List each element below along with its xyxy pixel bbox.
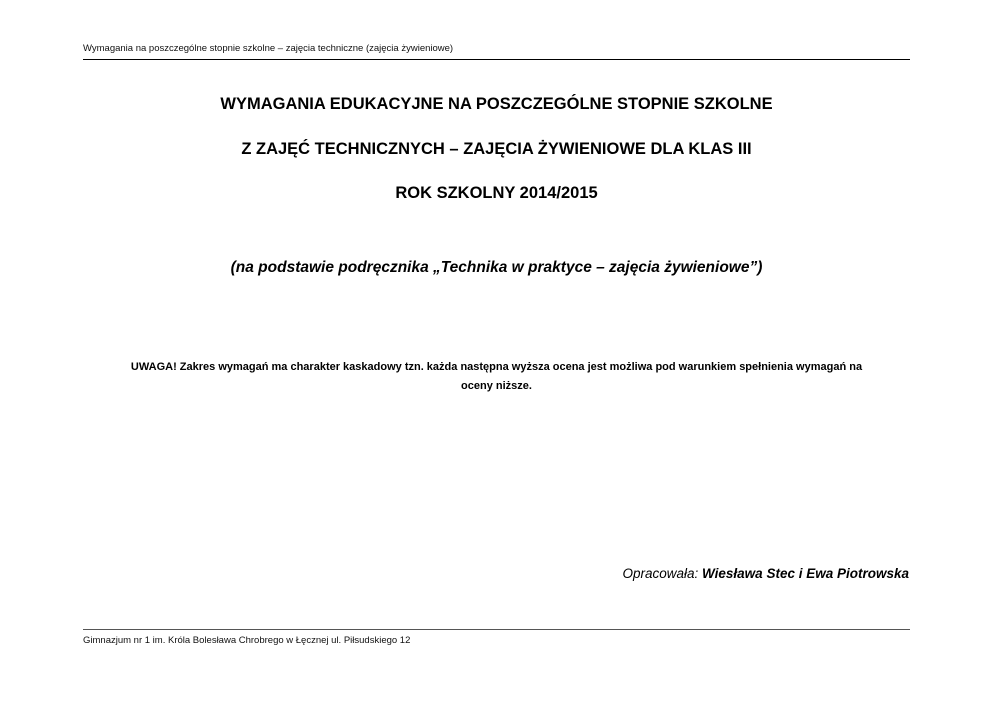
author-credit <box>622 566 909 581</box>
title-line-3: ROK SZKOLNY 2014/2015 <box>395 184 598 202</box>
title-line-1: WYMAGANIA EDUKACYJNE NA POSZCZEGÓLNE STOPNIE SZKOLNE <box>220 95 773 113</box>
running-title: Wymagania na poszczególne stopnie szkolne – zajęcia techniczne (zajęcia żywieniowe) <box>83 43 454 54</box>
subtitle: (na podstawie podręcznika „Technika w praktyce – zajęcia żywieniowe”) <box>230 259 763 276</box>
note-paragraph <box>83 358 910 396</box>
note-line-2: oceny niższe. <box>461 380 532 392</box>
note-line-1: UWAGA! Zakres wymagań ma charakter kaskadowy tzn. każda następna wyższa ocena jest możliwa pod warunkiem spełnienia wymagań na <box>130 361 863 373</box>
page-footer <box>83 629 910 647</box>
author-names: Wiesława Stec i Ewa Piotrowska <box>702 566 909 581</box>
title-line-2: Z ZAJĘĆ TECHNICZNYCH – ZAJĘCIA ŻYWIENIOWE DLA KLAS III <box>241 140 752 158</box>
footer-text: Gimnazjum nr 1 im. Króla Bolesława Chrobrego w Łęcznej ul. Piłsudskiego 12 <box>83 635 411 646</box>
page-header <box>83 43 910 60</box>
author-label: Opracowała: <box>622 566 703 581</box>
